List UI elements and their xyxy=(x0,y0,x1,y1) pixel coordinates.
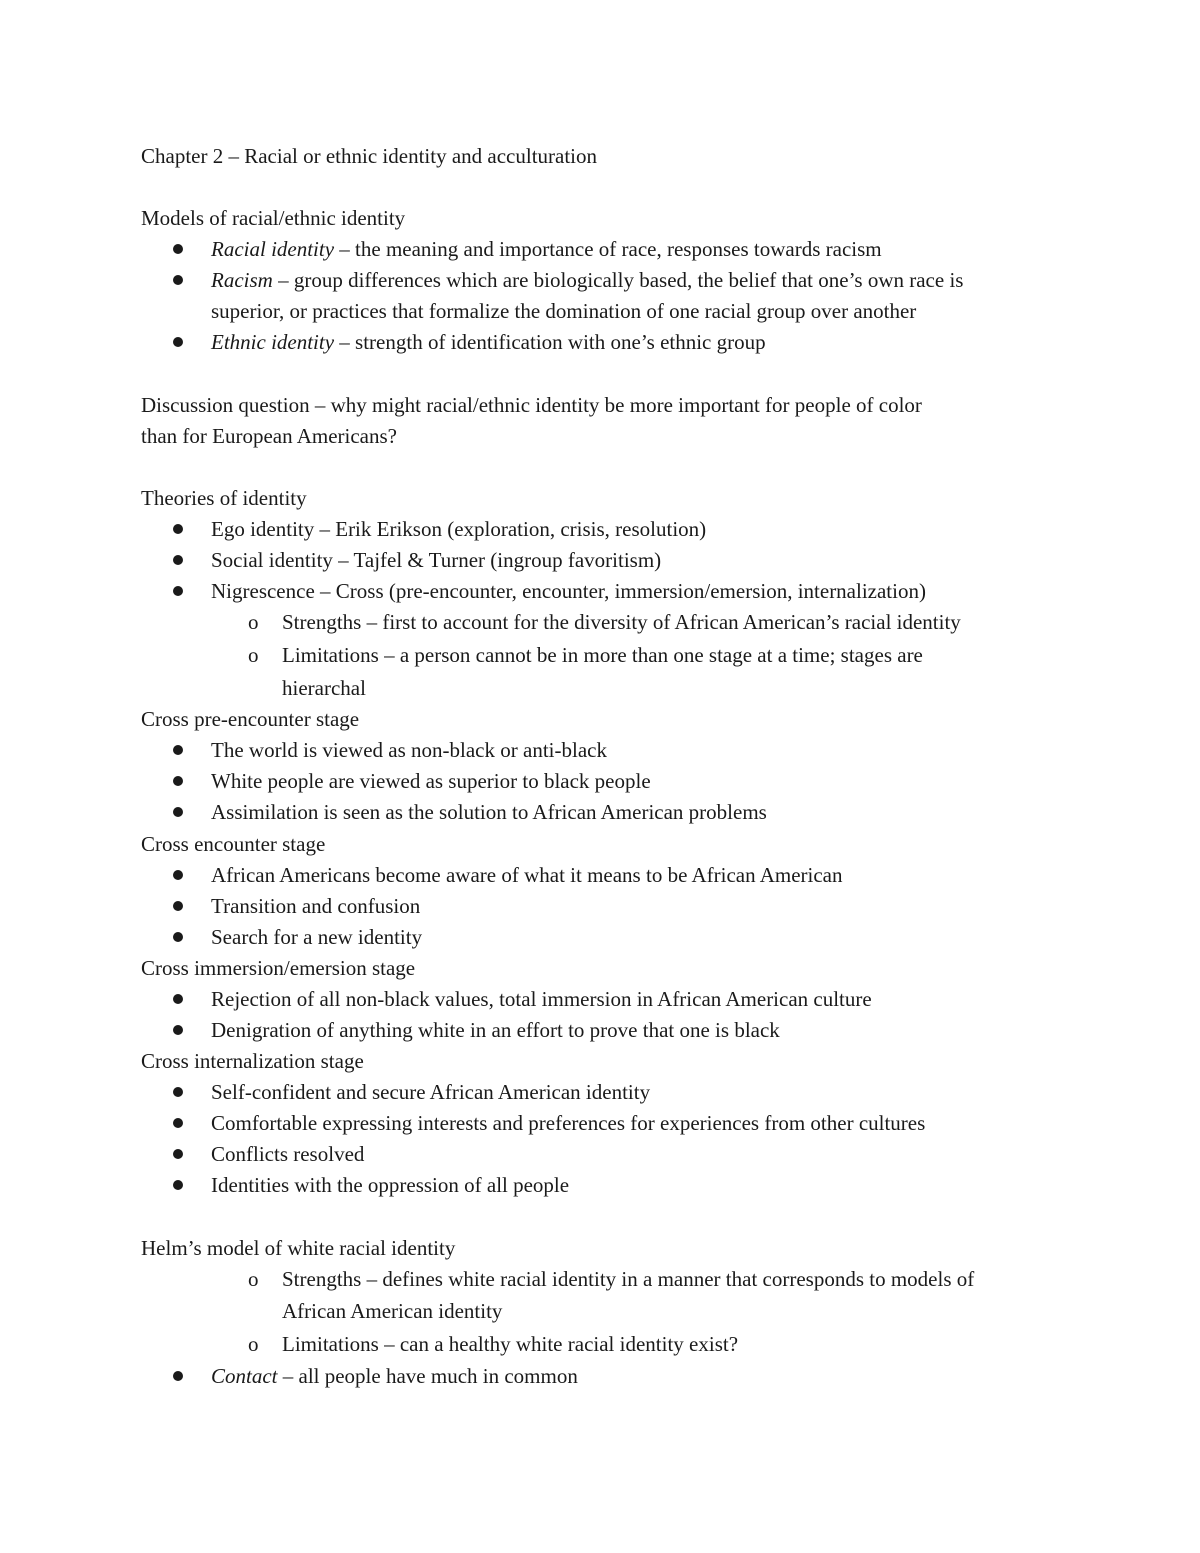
bullet-dot xyxy=(173,807,183,817)
bullet-dot xyxy=(173,337,183,347)
bullet-dot xyxy=(173,1371,183,1381)
bullet-dot xyxy=(173,745,183,755)
list-item xyxy=(211,1363,578,1389)
bullet-dot xyxy=(173,1118,183,1128)
bullet-dot xyxy=(173,555,183,565)
term-racial-identity: Racial identity xyxy=(211,237,335,261)
bullet-dot xyxy=(173,776,183,786)
bullet-dot xyxy=(173,1180,183,1190)
sub-bullet-marker: o xyxy=(248,643,259,667)
definition-text: – group differences which are biologically based, the belief that one’s own race is xyxy=(272,268,964,292)
list-item xyxy=(211,236,882,262)
sub-list-item-continuation: African American identity xyxy=(282,1299,503,1323)
discussion-line-1: Discussion question – why might racial/ethnic identity be more important for people of color xyxy=(141,393,922,417)
bullet-dot xyxy=(173,524,183,534)
sub-bullet-marker: o xyxy=(248,1332,259,1356)
definition-text: – the meaning and importance of race, responses towards racism xyxy=(334,237,882,261)
definition-text: – all people have much in common xyxy=(277,1364,578,1388)
bullet-dot xyxy=(173,1025,183,1035)
immersion-heading: Cross immersion/emersion stage xyxy=(141,956,416,980)
sub-list-item: Limitations – can a healthy white racial identity exist? xyxy=(282,1332,739,1356)
term-racism: Racism xyxy=(211,268,273,292)
list-item: Denigration of anything white in an effort to prove that one is black xyxy=(211,1018,780,1042)
bullet-dot xyxy=(173,901,183,911)
list-item: Conflicts resolved xyxy=(211,1142,365,1166)
list-item: Rejection of all non-black values, total immersion in African American culture xyxy=(211,987,872,1011)
sub-bullet-marker: o xyxy=(248,610,259,634)
list-item: Assimilation is seen as the solution to African American problems xyxy=(211,800,767,824)
sub-list-item-continuation: hierarchal xyxy=(282,676,366,700)
models-heading: Models of racial/ethnic identity xyxy=(141,206,406,230)
bullet-dot xyxy=(173,586,183,596)
theories-heading: Theories of identity xyxy=(141,486,307,510)
definition-text: – strength of identification with one’s ethnic group xyxy=(334,330,766,354)
bullet-dot xyxy=(173,1087,183,1097)
helms-heading: Helm’s model of white racial identity xyxy=(141,1236,456,1260)
list-item xyxy=(211,267,963,293)
chapter-title: Chapter 2 – Racial or ethnic identity and acculturation xyxy=(141,144,598,168)
bullet-dot xyxy=(173,994,183,1004)
encounter-heading: Cross encounter stage xyxy=(141,832,326,856)
list-item: White people are viewed as superior to black people xyxy=(211,769,651,793)
bullet-dot xyxy=(173,870,183,880)
term-contact: Contact xyxy=(211,1364,278,1388)
sub-list-item: Strengths – defines white racial identity in a manner that corresponds to models of xyxy=(282,1267,975,1291)
bullet-dot xyxy=(173,932,183,942)
list-item-continuation: superior, or practices that formalize the domination of one racial group over another xyxy=(211,299,917,323)
list-item: Nigrescence – Cross (pre-encounter, encounter, immersion/emersion, internalization) xyxy=(211,579,926,603)
discussion-line-2: than for European Americans? xyxy=(141,424,397,448)
sub-list-item: Limitations – a person cannot be in more than one stage at a time; stages are xyxy=(282,643,923,667)
list-item: Identities with the oppression of all people xyxy=(211,1173,570,1197)
list-item: Self-confident and secure African American identity xyxy=(211,1080,651,1104)
pre-encounter-heading: Cross pre-encounter stage xyxy=(141,707,360,731)
list-item: The world is viewed as non-black or anti-black xyxy=(211,738,607,762)
list-item xyxy=(211,329,766,355)
list-item: Ego identity – Erik Erikson (exploration, crisis, resolution) xyxy=(211,517,707,541)
list-item: African Americans become aware of what it means to be African American xyxy=(211,863,843,887)
list-item: Social identity – Tajfel & Turner (ingroup favoritism) xyxy=(211,548,662,572)
list-item: Comfortable expressing interests and preferences for experiences from other cultures xyxy=(211,1111,926,1135)
bullet-dot xyxy=(173,1149,183,1159)
bullet-dot xyxy=(173,244,183,254)
term-ethnic-identity: Ethnic identity xyxy=(211,330,335,354)
list-item: Search for a new identity xyxy=(211,925,423,949)
bullet-dot xyxy=(173,275,183,285)
internalization-heading: Cross internalization stage xyxy=(141,1049,364,1073)
sub-bullet-marker: o xyxy=(248,1267,259,1291)
list-item: Transition and confusion xyxy=(211,894,421,918)
sub-list-item: Strengths – first to account for the diversity of African American’s racial identity xyxy=(282,610,961,634)
